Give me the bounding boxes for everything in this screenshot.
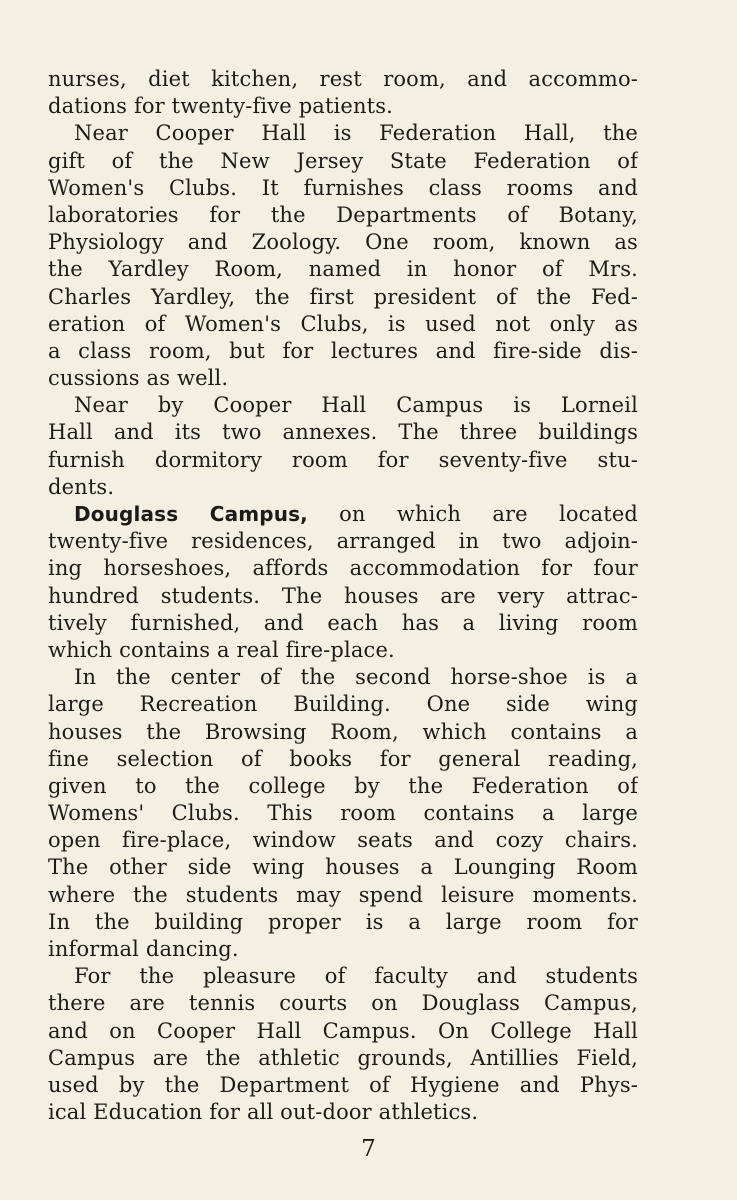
text-line: Physiology and Zoology. One room, known as [48, 230, 638, 255]
text-line: where the students may spend leisure moments. [48, 882, 638, 907]
emphasized-heading: Douglass Campus, [74, 502, 308, 526]
text-line: Near Cooper Hall is Federation Hall, the [74, 121, 638, 146]
body-text [48, 66, 638, 1126]
text-line: houses the Browsing Room, which contains a [48, 719, 638, 744]
text-line: The other side wing houses a Lounging Room [48, 855, 638, 880]
text-line: furnish dormitory room for seventy-five stu- [48, 447, 638, 472]
text-line: ing horseshoes, affords accommodation for four [48, 556, 638, 581]
text-line: which contains a real fire-place. [48, 637, 395, 662]
paragraph [48, 963, 638, 1126]
text-line [48, 501, 638, 528]
text-line: Womens' Clubs. This room contains a large [48, 801, 638, 826]
paragraph [48, 392, 638, 501]
text-line: cussions as well. [48, 366, 229, 391]
text-line: eration of Women's Clubs, is used not only as [48, 311, 638, 336]
text-line: dents. [48, 474, 115, 499]
text-line: tively furnished, and each has a living room [48, 610, 638, 635]
text-line: hundred students. The houses are very attrac- [48, 583, 638, 608]
text-line: large Recreation Building. One side wing [48, 692, 638, 717]
paragraph [48, 120, 638, 392]
text-line: For the pleasure of faculty and students [74, 964, 638, 989]
text-line: a class room, but for lectures and fire-side dis- [48, 338, 638, 363]
text-line: Campus are the athletic grounds, Antillies Field, [48, 1045, 638, 1070]
text-line: given to the college by the Federation of [48, 773, 638, 798]
text-line: dations for twenty-five patients. [48, 94, 394, 119]
text-line: fine selection of books for general reading, [48, 746, 638, 771]
paragraph [48, 501, 638, 664]
page-number: 7 [361, 1136, 376, 1162]
text-line: used by the Department of Hygiene and Phys- [48, 1072, 638, 1097]
paragraph [48, 66, 638, 120]
text-line: laboratories for the Departments of Botany, [48, 202, 638, 227]
text-line: Hall and its two annexes. The three buildings [48, 420, 638, 445]
text-line: the Yardley Room, named in honor of Mrs. [48, 257, 638, 282]
text-line: twenty-five residences, arranged in two adjoin- [48, 529, 638, 554]
text-line: gift of the New Jersey State Federation of [48, 148, 638, 173]
text-line: Near by Cooper Hall Campus is Lorneil [74, 393, 638, 418]
text-line: Charles Yardley, the first president of the Fed- [48, 284, 638, 309]
text-line: and on Cooper Hall Campus. On College Hall [48, 1018, 638, 1043]
text-line: Women's Clubs. It furnishes class rooms and [48, 175, 638, 200]
text-line: there are tennis courts on Douglass Campus, [48, 991, 638, 1016]
text-line: In the center of the second horse-shoe is a [74, 665, 638, 690]
text-line: open fire-place, window seats and cozy chairs. [48, 828, 638, 853]
text-line: informal dancing. [48, 937, 239, 961]
text-line: In the building proper is a large room for [48, 909, 638, 934]
text-line: nurses, diet kitchen, rest room, and accommo- [48, 67, 638, 91]
paragraph [48, 664, 638, 963]
text-line-rest: on which are located [307, 502, 638, 526]
text-line: ical Education for all out-door athletics. [48, 1100, 479, 1125]
